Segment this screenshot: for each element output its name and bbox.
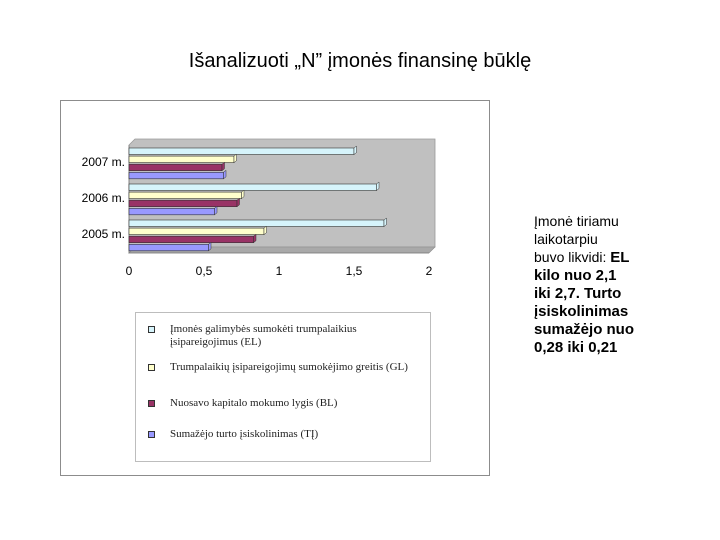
x-tick-label-4: 2: [425, 264, 433, 278]
bar-0-1: [129, 156, 234, 163]
note-line-3a: buvo likvidi:: [534, 249, 611, 265]
note-line-1: Įmonė tiriamu: [534, 213, 619, 229]
bar-0-2: [129, 164, 222, 171]
category-label-1: 2006 m.: [81, 191, 125, 206]
note-line-5: iki 2,7. Turto: [534, 285, 622, 302]
bar-0-3: [129, 172, 224, 179]
note-line-8: 0,28 iki 0,21: [534, 339, 618, 356]
x-tick-label-1: 0,5: [195, 264, 213, 278]
legend-swatch-bl: [148, 400, 155, 407]
category-label-0: 2007 m.: [81, 155, 125, 170]
legend-label-ti: Sumažėjo turto įsiskolinimas (TĮ): [170, 428, 319, 440]
legend-label-gl: Trumpalaikių įsipareigojimų sumokėjimo greitis (GL): [170, 361, 408, 373]
bar-2-1: [129, 228, 264, 235]
bar-2-2: [129, 236, 254, 243]
bar-1-3: [129, 208, 215, 215]
category-label-2: 2005 m.: [81, 227, 125, 242]
legend-label-bl: Nuosavo kapitalo mokumo lygis (BL): [170, 397, 338, 409]
x-tick-label-2: 1: [275, 264, 283, 278]
x-tick-label-3: 1,5: [345, 264, 363, 278]
bar-1-0: [129, 184, 377, 191]
side-note: [534, 212, 684, 357]
bar-2-3: [129, 244, 209, 251]
note-line-6: įsiskolinimas: [534, 303, 629, 320]
slide-title: Išanalizuoti „N” įmonės finansinę būklę: [188, 50, 532, 72]
note-line-3b: EL: [610, 249, 630, 266]
note-line-2: laikotarpiu: [534, 231, 598, 247]
bar-0-0: [129, 148, 354, 155]
note-line-3: [534, 248, 684, 267]
chart-legend: [135, 312, 431, 462]
legend-swatch-ti: [148, 431, 155, 438]
bar-1-2: [129, 200, 237, 207]
bar-2-0: [129, 220, 384, 227]
x-tick-label-0: 0: [125, 264, 133, 278]
note-line-7: sumažėjo nuo: [534, 321, 635, 338]
legend-swatch-el: [148, 326, 155, 333]
bar-1-1: [129, 192, 242, 199]
note-line-4: kilo nuo 2,1: [534, 267, 617, 284]
legend-label-el: Įmonės galimybės sumokėti trumpalaikius įsipareigojimus (EL): [170, 323, 357, 348]
legend-swatch-gl: [148, 364, 155, 371]
